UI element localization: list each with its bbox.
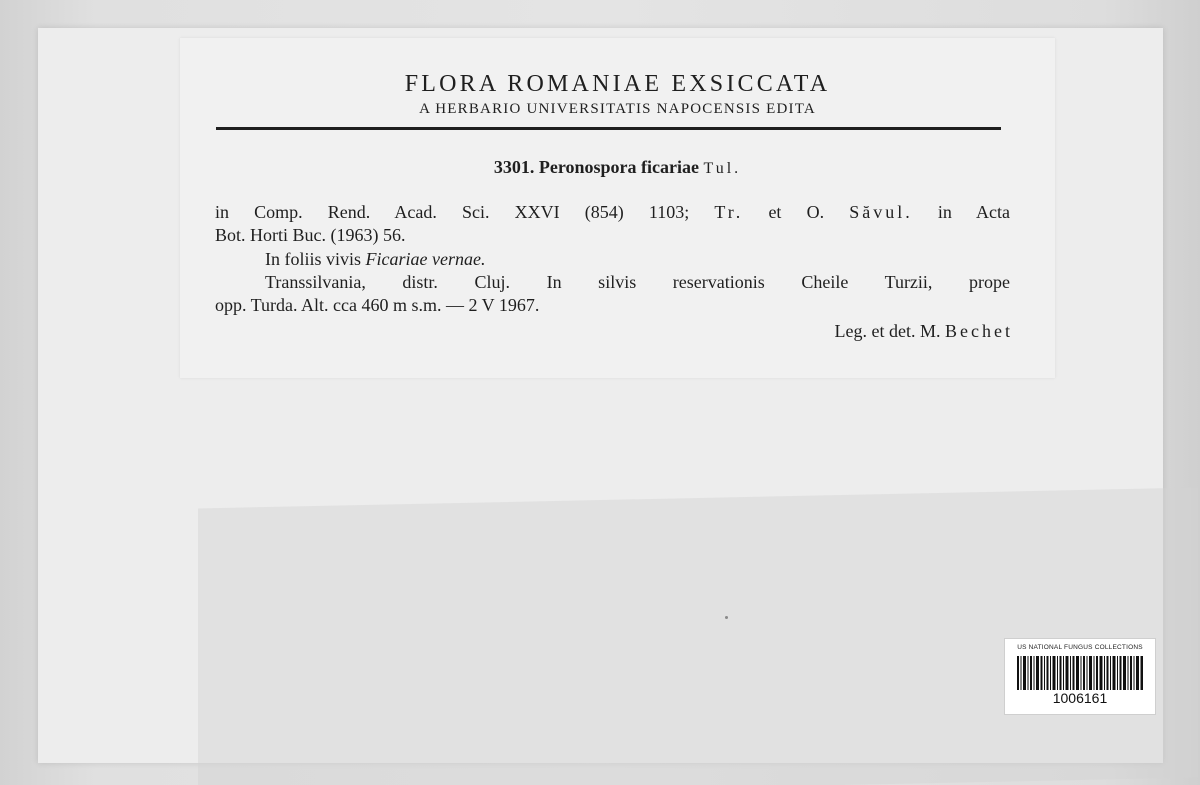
barcode-header: US NATIONAL FUNGUS COLLECTIONS [1017, 644, 1143, 651]
collector-prefix: Leg. et det. M. [834, 321, 941, 341]
collector-line [835, 320, 1013, 342]
species-name: Peronospora ficariae [538, 157, 699, 177]
collector-name: Bechet [945, 321, 1013, 341]
label-subtitle: A HERBARIO UNIVERSITATIS NAPOCENSIS EDITA [419, 101, 816, 117]
citation-line-2: Bot. Horti Buc. (1963) 56. [215, 225, 406, 245]
barcode-label [1004, 638, 1156, 715]
host-species: Ficariae vernae. [365, 249, 486, 269]
citation-part-e: in Acta [937, 202, 1010, 222]
citation-part-c: et O. [768, 202, 825, 222]
citation-part-a: in Comp. Rend. Acad. Sci. XXVI (854) 1103; [215, 202, 690, 222]
barcode-number: 1006161 [1052, 690, 1108, 706]
host-prefix: In foliis vivis [265, 249, 362, 269]
barcode-icon [1017, 656, 1143, 690]
host-line [265, 248, 485, 270]
citation-author-savul: Săvul. [849, 202, 913, 222]
sheet-shadow [198, 488, 1198, 785]
dust-speck [725, 616, 728, 619]
species-author: Tul. [703, 160, 742, 177]
label-title: FLORA ROMANIAE EXSICCATA [404, 71, 831, 97]
citation-line-1 [215, 201, 1010, 223]
title-rule [216, 127, 1001, 130]
species-heading [180, 156, 1055, 180]
citation-author-tr: Tr. [714, 202, 744, 222]
locality-line-1: Transsilvania, distr. Cluj. In silvis reservationis Cheile Turzii, prope [265, 272, 1010, 292]
specimen-label [180, 38, 1055, 378]
exsiccata-number: 3301. [493, 157, 535, 177]
locality-line-2: opp. Turda. Alt. cca 460 m s.m. — 2 V 1967. [215, 295, 540, 315]
